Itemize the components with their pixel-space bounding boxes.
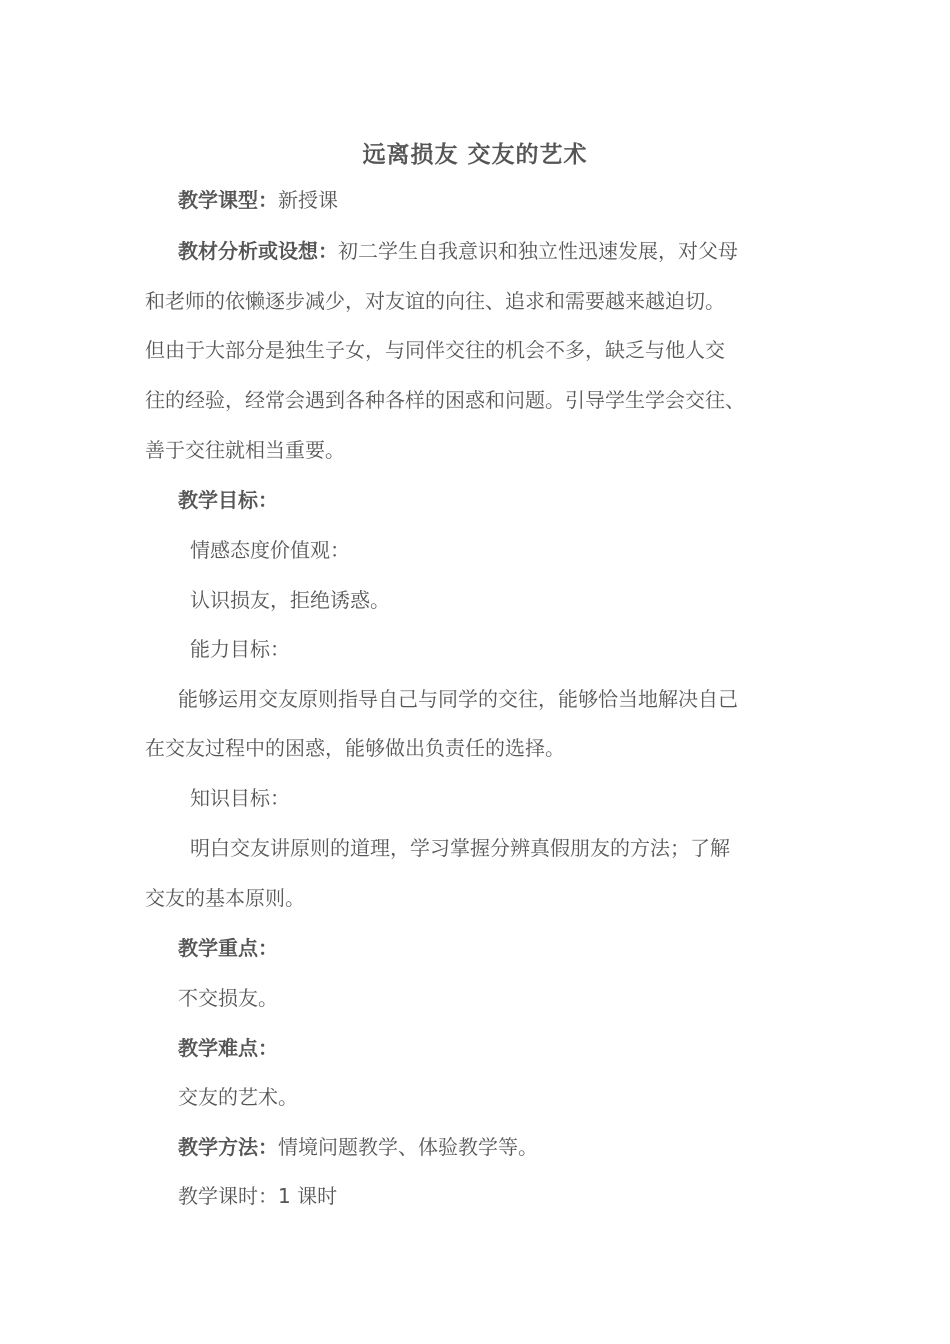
key-point-text: 不交损友。 (178, 986, 278, 1010)
hours-line (178, 1182, 843, 1210)
lesson-type-label: 教学课型： (178, 188, 278, 212)
ability-line-2: 在交友过程中的困惑，能够做出负责任的选择。 (145, 736, 565, 760)
key-point-label: 教学重点： (178, 936, 278, 960)
method-label: 教学方法： (178, 1135, 278, 1159)
knowledge-line-2: 交友的基本原则。 (145, 886, 305, 910)
difficulty-text: 交友的艺术。 (178, 1085, 298, 1109)
knowledge-label: 知识目标： (190, 786, 290, 810)
analysis-label: 教材分析或设想： (178, 239, 338, 263)
ability-label: 能力目标： (190, 637, 290, 661)
hours-label: 教学课时： (178, 1184, 278, 1208)
method-line (178, 1133, 843, 1161)
analysis-text-1: 初二学生自我意识和独立性迅速发展，对父母 (338, 239, 738, 263)
emotion-label: 情感态度价值观： (190, 538, 350, 562)
goals-label: 教学目标： (178, 488, 278, 512)
knowledge-line-1: 明白交友讲原则的道理，学习掌握分辨真假朋友的方法；了解 (190, 836, 730, 860)
analysis-line-5: 善于交往就相当重要。 (145, 438, 345, 462)
analysis-line-3: 但由于大部分是独生子女，与同伴交往的机会不多，缺乏与他人交 (145, 338, 725, 362)
document-title: 远离损友 交友的艺术 (362, 141, 588, 168)
hours-number: 1 (278, 1184, 291, 1208)
lesson-type-line (178, 186, 843, 214)
ability-line-1: 能够运用交友原则指导自己与同学的交往，能够恰当地解决自己 (178, 687, 738, 711)
method-text: 情境问题教学、体验教学等。 (278, 1135, 538, 1159)
difficulty-label: 教学难点： (178, 1036, 278, 1060)
analysis-line-1 (178, 237, 843, 265)
analysis-line-2: 和老师的依懒逐步减少，对友谊的向往、追求和需要越来越迫切。 (145, 289, 725, 313)
lesson-type-value: 新授课 (278, 188, 338, 212)
analysis-line-4: 往的经验，经常会遇到各种各样的困惑和问题。引导学生学会交往、 (145, 388, 745, 412)
emotion-text: 认识损友，拒绝诱惑。 (190, 588, 390, 612)
hours-unit: 课时 (297, 1184, 338, 1208)
